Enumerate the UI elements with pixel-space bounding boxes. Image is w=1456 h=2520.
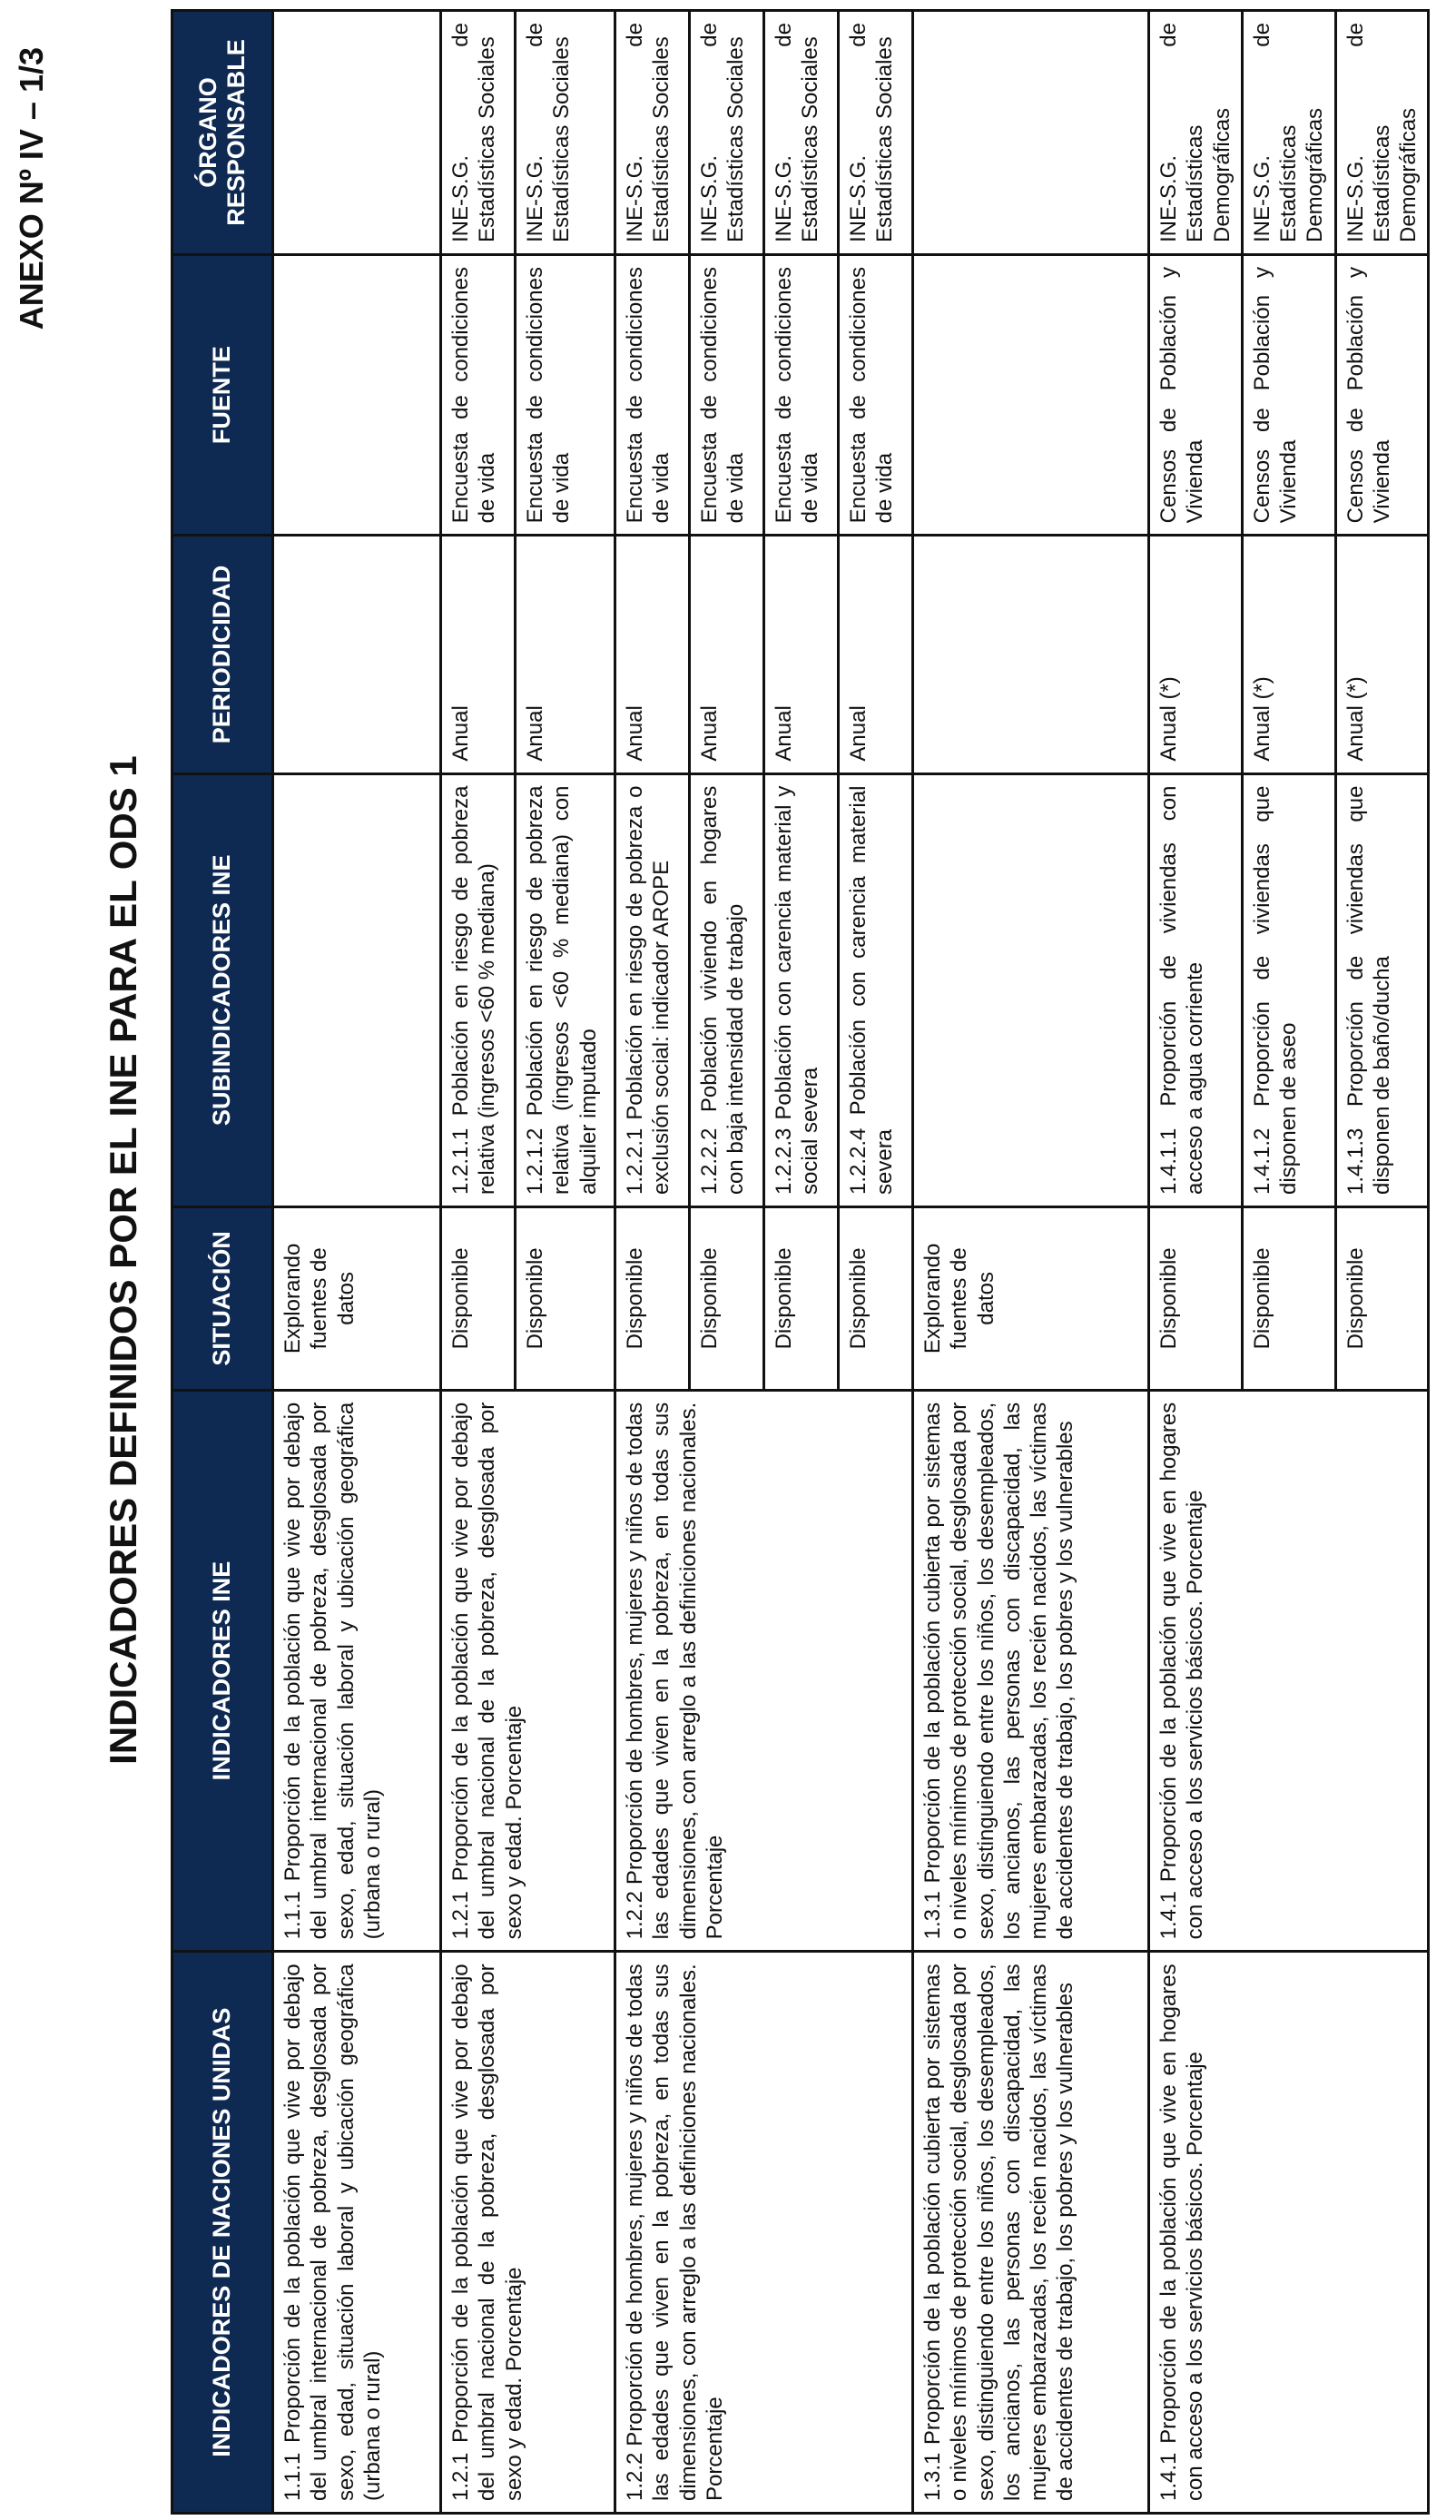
organo-cell: INE-S.G. de Estadísticas Demográficas: [1149, 11, 1243, 255]
fuente-cell: Censos de Población y Vivienda: [1149, 255, 1243, 536]
situacion-cell: Disponible: [764, 1207, 839, 1391]
subindicator-cell: 1.2.1.1 Población en riesgo de pobreza relativa (ingresos <60 % mediana): [441, 773, 516, 1206]
ine-indicator-cell: 1.4.1 Proporción de la población que vive en hogares con acceso a los servicios básicos. Porcentaje: [1149, 1390, 1429, 1952]
ine-indicator-cell: 1.1.1 Proporción de la población que vive por debajo del umbral internacional de pobreza, desglosada por sexo, edad, situación laboral y ubicación geográfica (urbana o rural): [273, 1390, 441, 1952]
organo-cell: INE-S.G. de Estadísticas Sociales: [839, 11, 913, 255]
annex-label: ANEXO Nº IV – 1/3: [13, 47, 50, 330]
fuente-cell: [273, 255, 441, 536]
periodicidad-cell: Anual: [764, 536, 839, 773]
un-indicator-cell: 1.2.1 Proporción de la población que vive por debajo del umbral nacional de la pobreza, desglosada por sexo y edad. Porcentaje: [441, 1952, 615, 2514]
subindicator-cell: 1.2.2.3 Población con carencia material y social severa: [764, 773, 839, 1206]
fuente-cell: Censos de Población y Vivienda: [1242, 255, 1335, 536]
situacion-cell: Disponible: [1242, 1207, 1335, 1391]
situacion-cell: Disponible: [615, 1207, 690, 1391]
header-un-indicators: INDICADORES DE NACIONES UNIDAS: [172, 1952, 273, 2514]
fuente-cell: Encuesta de condiciones de vida: [615, 255, 690, 536]
organo-cell: [273, 11, 441, 255]
page-title: INDICADORES DEFINIDOS POR EL INE PARA EL ODS 1: [102, 755, 144, 1765]
periodicidad-cell: Anual: [839, 536, 913, 773]
header-periodicidad: PERIODICIDAD: [172, 536, 273, 773]
ine-indicator-cell: 1.3.1 Proporción de la población cubierta por sistemas o niveles mínimos de protección social, desglosada por sexo, distinguiendo entre los niños, los desempleados, los ancianos, las personas con discapacidad, las mujeres embarazadas, los recién nacidos, las víctimas de accidentes de trabajo, los pobres y los vulnerables: [913, 1390, 1149, 1952]
situacion-cell: Disponible: [839, 1207, 913, 1391]
un-indicator-cell: 1.1.1 Proporción de la población que vive por debajo del umbral internacional de pobreza, desglosada por sexo, edad, situación laboral y ubicación geográfica (urbana o rural): [273, 1952, 441, 2514]
fuente-cell: Encuesta de condiciones de vida: [516, 255, 615, 536]
header-situacion: SITUACIÓN: [172, 1207, 273, 1391]
situacion-cell: Disponible: [1149, 1207, 1243, 1391]
subindicator-cell: 1.2.2.1 Población en riesgo de pobreza o exclusión social: indicador AROPE: [615, 773, 690, 1206]
periodicidad-cell: Anual: [441, 536, 516, 773]
periodicidad-cell: Anual (*): [1335, 536, 1429, 773]
table-header-row: [172, 11, 273, 2514]
organo-cell: INE-S.G. de Estadísticas Sociales: [690, 11, 764, 255]
header-subindicators: SUBINDICADORES INE: [172, 773, 273, 1206]
situacion-cell: Disponible: [441, 1207, 516, 1391]
table-row: [615, 11, 690, 2514]
periodicidad-cell: Anual: [516, 536, 615, 773]
periodicidad-cell: Anual: [690, 536, 764, 773]
fuente-cell: Encuesta de condiciones de vida: [690, 255, 764, 536]
un-indicator-cell: 1.3.1 Proporción de la población cubierta por sistemas o niveles mínimos de protección social, desglosada por sexo, distinguiendo entre los niños, los desempleados, los ancianos, las personas con discapacidad, las mujeres embarazadas, los recién nacidos, las víctimas de accidentes de trabajo, los pobres y los vulnerables: [913, 1952, 1149, 2514]
table-row: [273, 11, 441, 2514]
subindicator-cell: 1.2.2.2 Población viviendo en hogares con baja intensidad de trabajo: [690, 773, 764, 1206]
fuente-cell: Censos de Población y Vivienda: [1335, 255, 1429, 536]
situacion-cell: Explorando fuentes de datos: [273, 1207, 441, 1391]
ine-indicator-cell: 1.2.2 Proporción de hombres, mujeres y niños de todas las edades que viven en la pobreza, en todas sus dimensiones, con arreglo a las definiciones nacionales. Porcentaje: [615, 1390, 913, 1952]
organo-cell: [913, 11, 1149, 255]
fuente-cell: Encuesta de condiciones de vida: [441, 255, 516, 536]
organo-cell: INE-S.G. de Estadísticas Sociales: [441, 11, 516, 255]
organo-cell: INE-S.G. de Estadísticas Demográficas: [1242, 11, 1335, 255]
subindicator-cell: 1.2.1.2 Población en riesgo de pobreza relativa (ingresos <60 % mediana) con alquiler imputado: [516, 773, 615, 1206]
organo-cell: INE-S.G. de Estadísticas Sociales: [615, 11, 690, 255]
fuente-cell: [913, 255, 1149, 536]
periodicidad-cell: [913, 536, 1149, 773]
situacion-cell: Disponible: [516, 1207, 615, 1391]
organo-cell: INE-S.G. de Estadísticas Sociales: [516, 11, 615, 255]
ine-indicator-cell: 1.2.1 Proporción de la población que vive por debajo del umbral nacional de la pobreza, desglosada por sexo y edad. Porcentaje: [441, 1390, 615, 1952]
fuente-cell: Encuesta de condiciones de vida: [764, 255, 839, 536]
un-indicator-cell: 1.4.1 Proporción de la población que vive en hogares con acceso a los servicios básicos. Porcentaje: [1149, 1952, 1429, 2514]
header-organo: ÓRGANO RESPONSABLE: [172, 11, 273, 255]
subindicator-cell: 1.4.1.3 Proporción de viviendas que disponen de baño/ducha: [1335, 773, 1429, 1206]
table-row: [441, 11, 516, 2514]
table-row: [913, 11, 1149, 2514]
subindicator-cell: [273, 773, 441, 1206]
subindicator-cell: 1.4.1.1 Proporción de viviendas con acceso a agua corriente: [1149, 773, 1243, 1206]
situacion-cell: Explorando fuentes de datos: [913, 1207, 1149, 1391]
organo-cell: INE-S.G. de Estadísticas Sociales: [764, 11, 839, 255]
subindicator-cell: 1.2.2.4 Población con carencia material severa: [839, 773, 913, 1206]
periodicidad-cell: Anual (*): [1242, 536, 1335, 773]
organo-cell: INE-S.G. de Estadísticas Demográficas: [1335, 11, 1429, 255]
fuente-cell: Encuesta de condiciones de vida: [839, 255, 913, 536]
header-ine-indicators: INDICADORES INE: [172, 1390, 273, 1952]
header-fuente: FUENTE: [172, 255, 273, 536]
table-row: [1149, 11, 1243, 2514]
subindicator-cell: 1.4.1.2 Proporción de viviendas que disponen de aseo: [1242, 773, 1335, 1206]
situacion-cell: Disponible: [690, 1207, 764, 1391]
subindicator-cell: [913, 773, 1149, 1206]
situacion-cell: Disponible: [1335, 1207, 1429, 1391]
periodicidad-cell: Anual (*): [1149, 536, 1243, 773]
un-indicator-cell: 1.2.2 Proporción de hombres, mujeres y niños de todas las edades que viven en la pobreza, en todas sus dimensiones, con arreglo a las definiciones nacionales. Porcentaje: [615, 1952, 913, 2514]
periodicidad-cell: Anual: [615, 536, 690, 773]
periodicidad-cell: [273, 536, 441, 773]
ods1-indicators-table: [171, 9, 1430, 2515]
